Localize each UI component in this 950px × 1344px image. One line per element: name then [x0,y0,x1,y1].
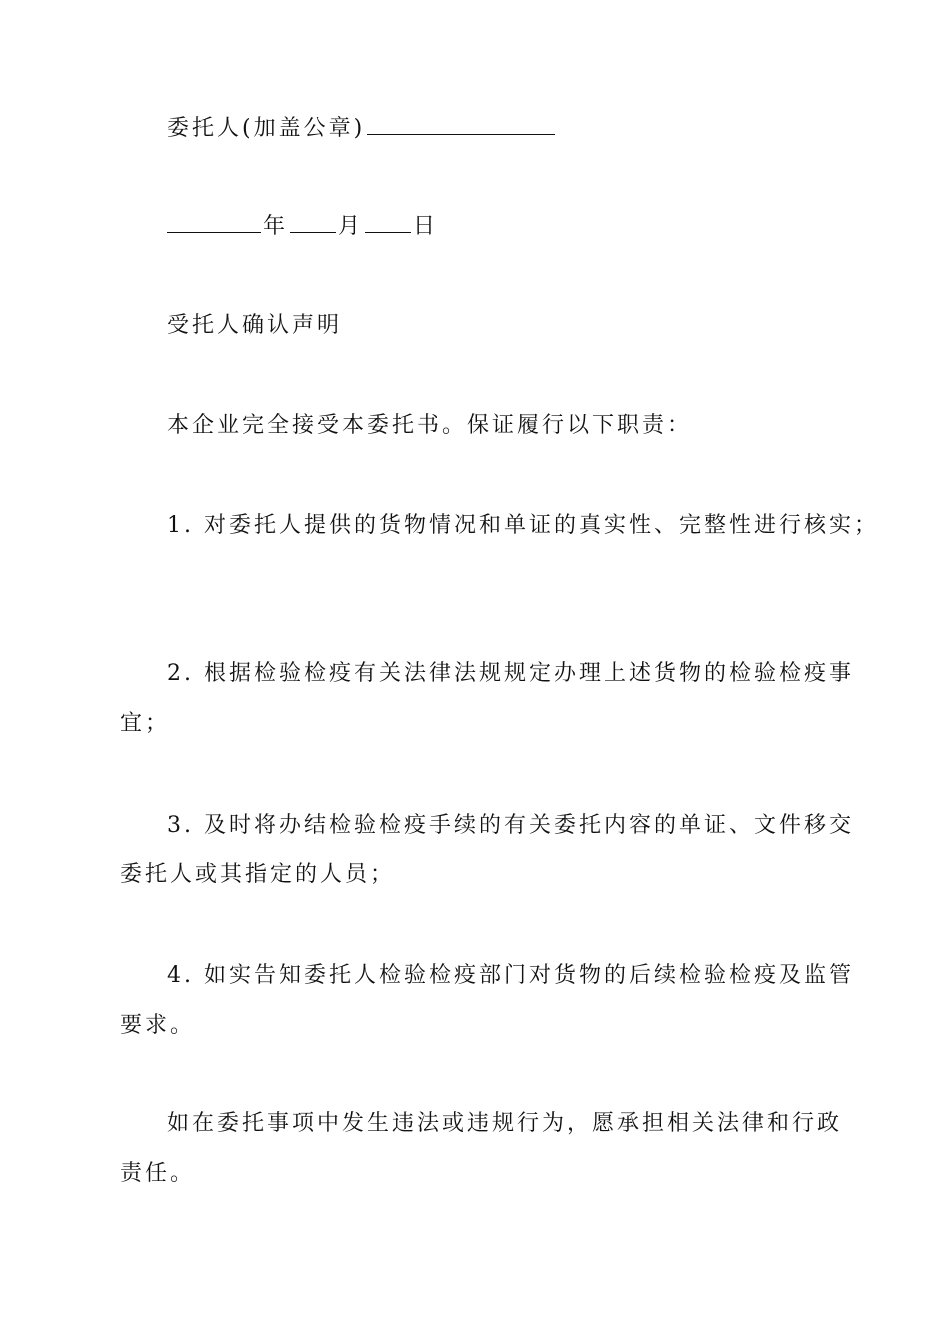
duty-item-2: 2. 根据检验检疫有关法律法规规定办理上述货物的检验检疫事 [167,661,854,686]
signature-label: 委托人(加盖公章) [167,116,366,141]
month-blank[interactable] [290,210,336,233]
month-label: 月 [338,214,364,239]
section-title: 受托人确认声明 [167,313,343,338]
signature-blank[interactable] [367,112,555,135]
day-blank[interactable] [365,210,411,233]
duty-item-4-continued: 要求。 [120,1013,196,1038]
signature-line [167,112,832,145]
duty-item-3-continued: 委托人或其指定的人员； [120,862,396,887]
day-label: 日 [413,214,439,239]
closing-statement-continued: 责任。 [120,1161,196,1186]
duty-item-3: 3. 及时将办结检验检疫手续的有关委托内容的单证、文件移交 [167,813,854,838]
duty-item-2-continued: 宜； [120,711,171,736]
duty-item-1: 1. 对委托人提供的货物情况和单证的真实性、完整性进行核实； [167,513,879,538]
closing-statement: 如在委托事项中发生违法或违规行为，愿承担相关法律和行政 [167,1111,843,1136]
date-line [167,210,832,243]
year-label: 年 [263,214,289,239]
duty-item-4: 4. 如实告知委托人检验检疫部门对货物的后续检验检疫及监管 [167,963,854,988]
year-blank[interactable] [167,210,261,233]
section-intro: 本企业完全接受本委托书。保证履行以下职责： [167,413,693,438]
